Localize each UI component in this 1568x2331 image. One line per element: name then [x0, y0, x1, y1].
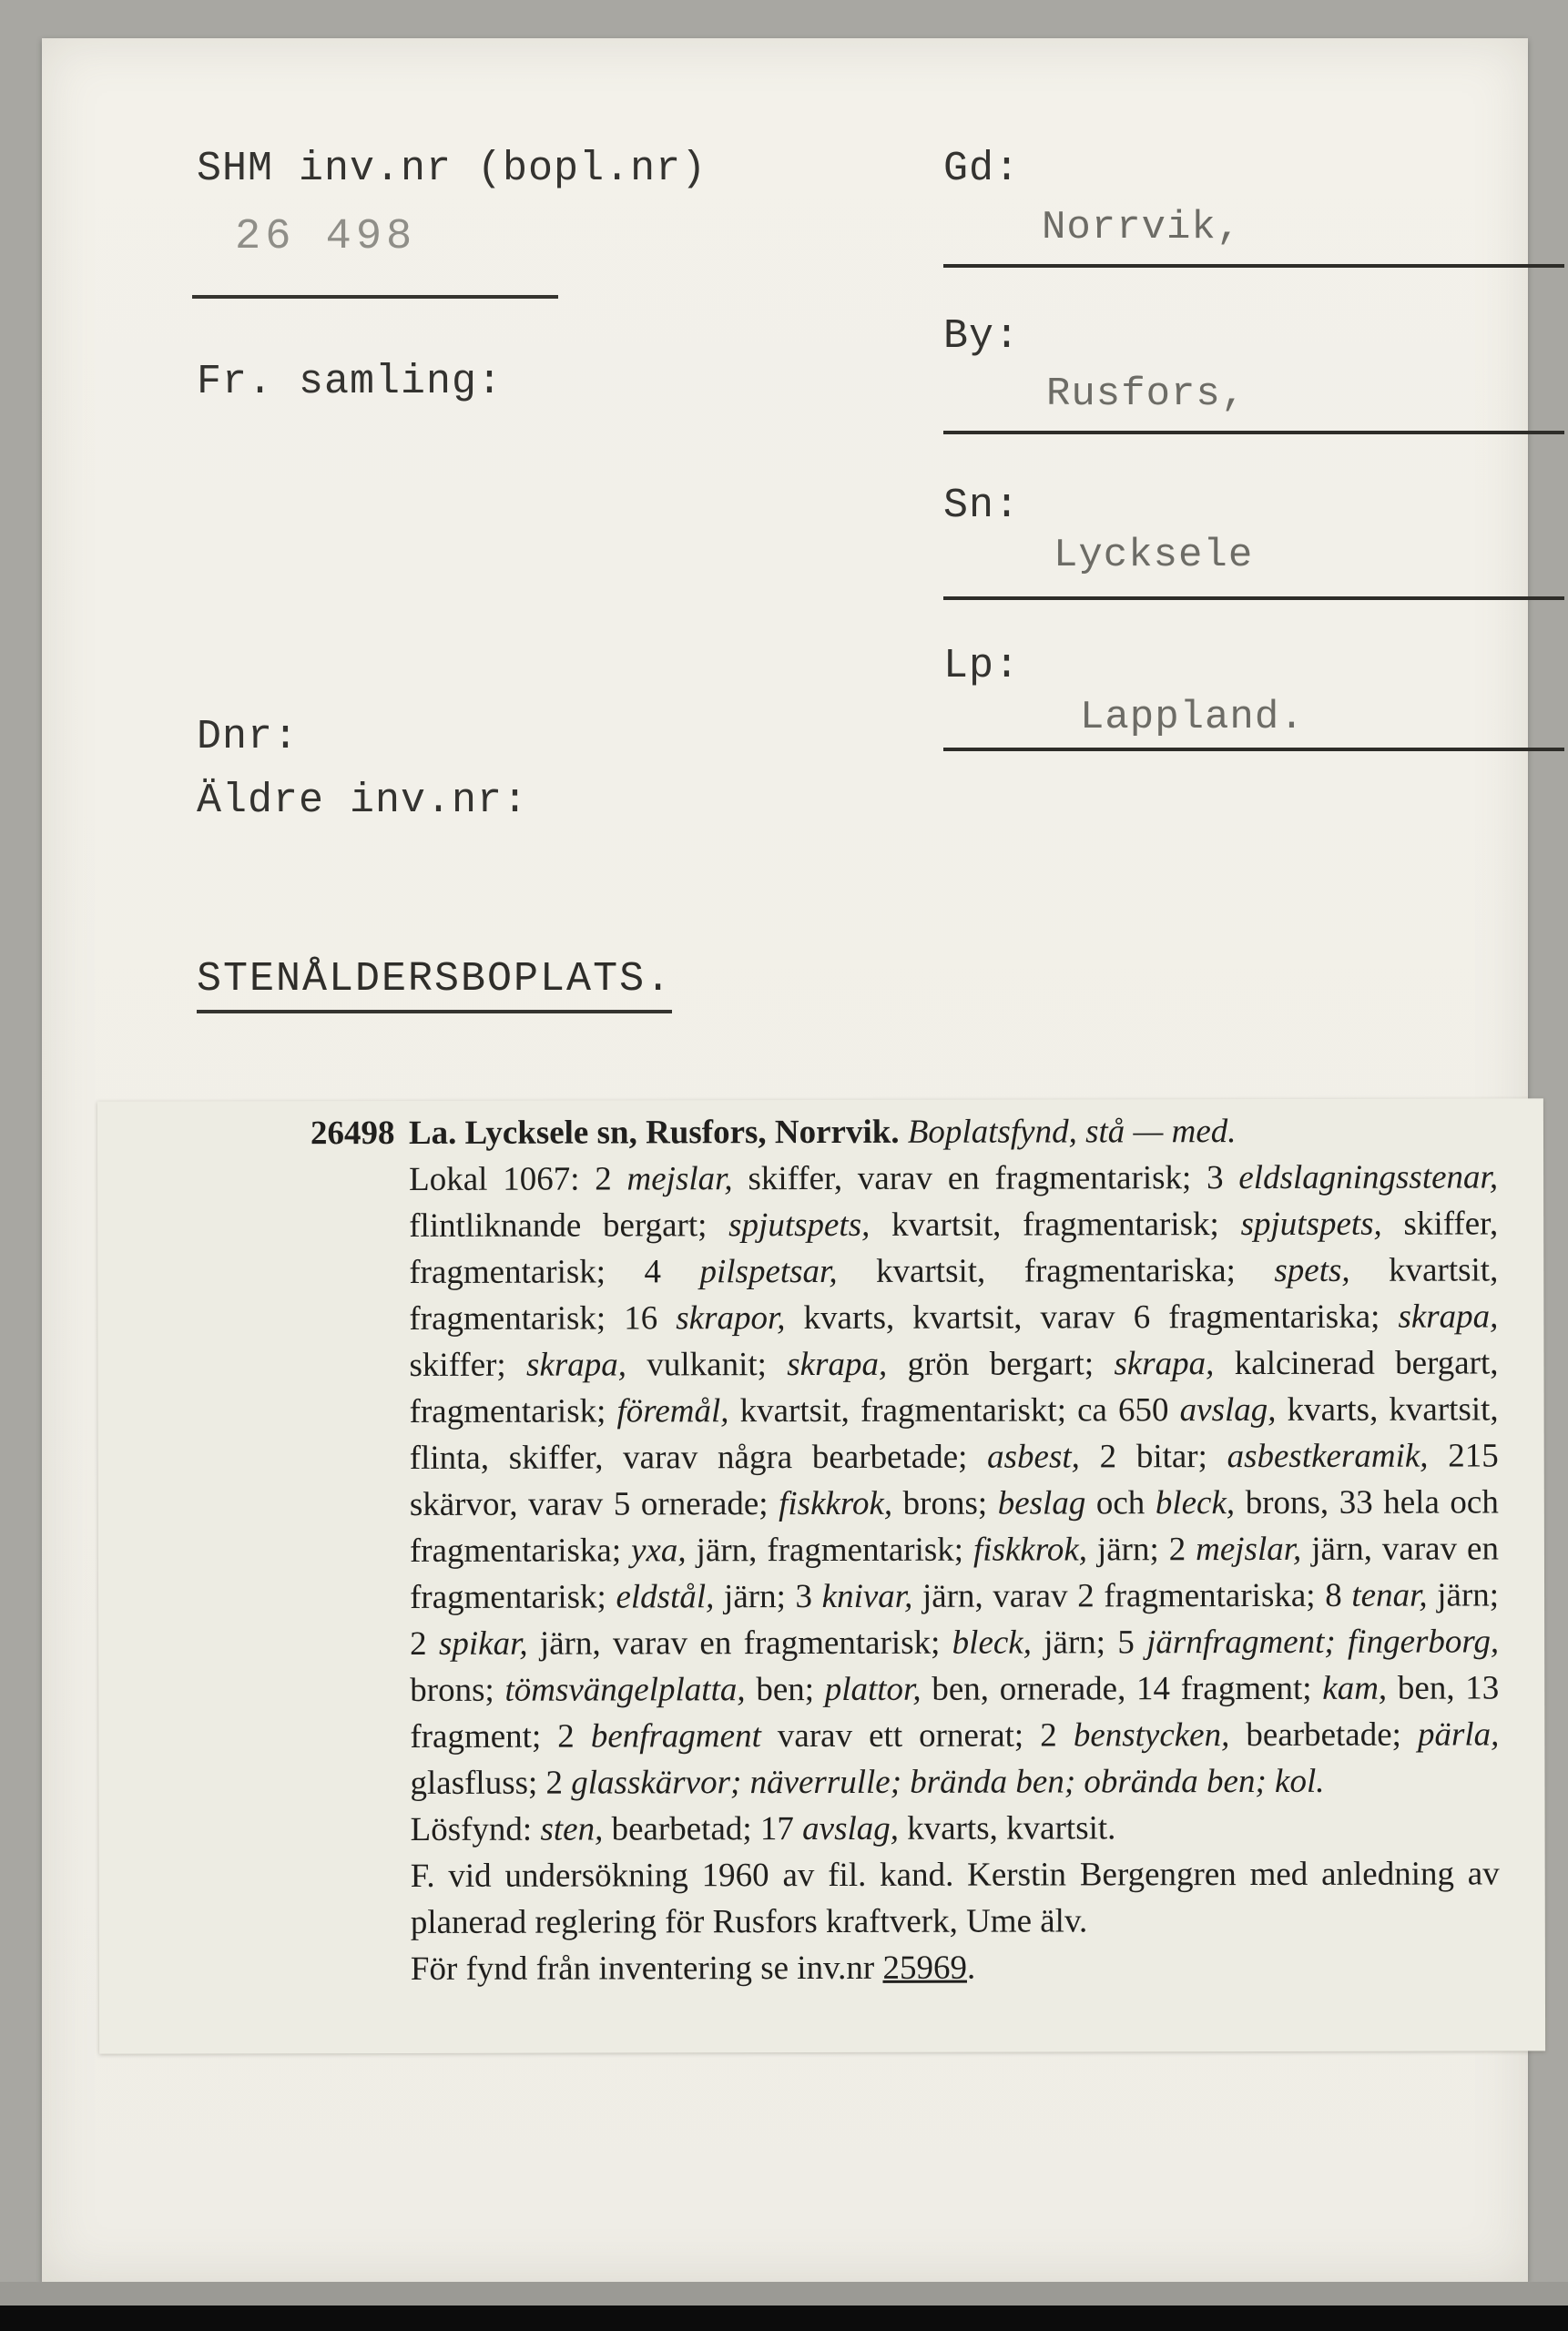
- field-lp-label: Lp:: [943, 643, 1021, 689]
- catalog-card-paper: [42, 38, 1528, 2282]
- field-sn-value: Lycksele: [1054, 533, 1254, 578]
- field-lp-rule: [943, 748, 1564, 751]
- field-gd-rule: [943, 264, 1564, 268]
- clipping-headline: La. Lycksele sn, Rusfors, Norrvik. Boplatsfynd, stå — med.: [408, 1113, 1237, 1152]
- field-sn-label: Sn:: [943, 483, 1021, 529]
- field-gd-value: Norrvik,: [1042, 205, 1242, 250]
- inv-nr-value: 26 498: [235, 213, 417, 261]
- clipping-provenance: F. vid undersökning 1960 av fil. kand. Kerstin Bergengren med anledning av planerad reglering för Rusfors kraftverk, Ume älv.: [410, 1855, 1500, 1941]
- field-sn-rule: [943, 596, 1564, 600]
- printed-clipping: [97, 1098, 1545, 2053]
- field-by-label: By:: [943, 313, 1021, 360]
- inv-nr-label: SHM inv.nr (bopl.nr): [197, 146, 708, 192]
- scan-edge-gap: [0, 2282, 1568, 2306]
- aldre-inv-nr-label: Äldre inv.nr:: [197, 778, 529, 824]
- field-by-rule: [943, 431, 1564, 434]
- scan-bottom-black-bar: [0, 2306, 1568, 2331]
- inv-nr-underline: [192, 295, 558, 299]
- clipping-inv-number: 26498: [310, 1114, 395, 1153]
- fr-samling-label: Fr. samling:: [197, 359, 504, 405]
- clipping-text: [409, 1107, 1500, 1992]
- site-type-heading: STENÅLDERSBOPLATS.: [197, 956, 672, 1013]
- clipping-losfynd: Lösfynd: sten, bearbetad; 17 avslag, kvarts, kvartsit.: [410, 1809, 1116, 1848]
- field-lp-value: Lappland.: [1080, 695, 1305, 740]
- dnr-label: Dnr:: [197, 714, 300, 760]
- clipping-find-list: Lokal 1067: 2 mejslar, skiffer, varav en fragmentarisk; 3 eldslagningsstenar, flintliknande bergart; spjutspets, kvartsit, fragmentarisk; spjutspets, skiffer, fragmentarisk; 4 pilspetsar, kvartsit, fragmentariska; spets, kvartsit, fragmentarisk; 16 skrapor, kvarts, kvartsit, varav 6 fragmentariska; skrapa, skiffer; skrapa, vulkanit; skrapa, grön bergart; skrapa, kalcinerad bergart, fragmentarisk; föremål, kvartsit, fragmentariskt; ca 650 avslag, kvarts, kvartsit, flinta, skiffer, varav några bearbetade; asbest, 2 bitar; asbestkeramik, 215 skärvor, varav 5 ornerade; fiskkrok, brons; beslag och bleck, brons, 33 hela och fragmentariska; yxa, järn, fragmentarisk; fiskkrok, järn; 2 mejslar, järn, varav en fragmentarisk; eldstål, järn; 3 knivar, järn, varav 2 fragmentariska; 8 tenar, järn; 2 spikar, järn, varav en fragmentarisk; bleck, järn; 5 järnfragment; fingerborg, brons; tömsvängelplatta, ben; plattor, ben, ornerade, 14 fragment; kam, ben, 13 fragment; 2 benfragment varav ett ornerat; 2 benstycken, bearbetade; pärla, glasfluss; 2 glasskärvor; näverrulle; brända ben; obrända ben; kol.: [409, 1158, 1500, 1802]
- field-by-value: Rusfors,: [1046, 372, 1247, 417]
- field-gd-label: Gd:: [943, 146, 1021, 192]
- clipping-crossref: För fynd från inventering se inv.nr 25969.: [410, 1949, 976, 1988]
